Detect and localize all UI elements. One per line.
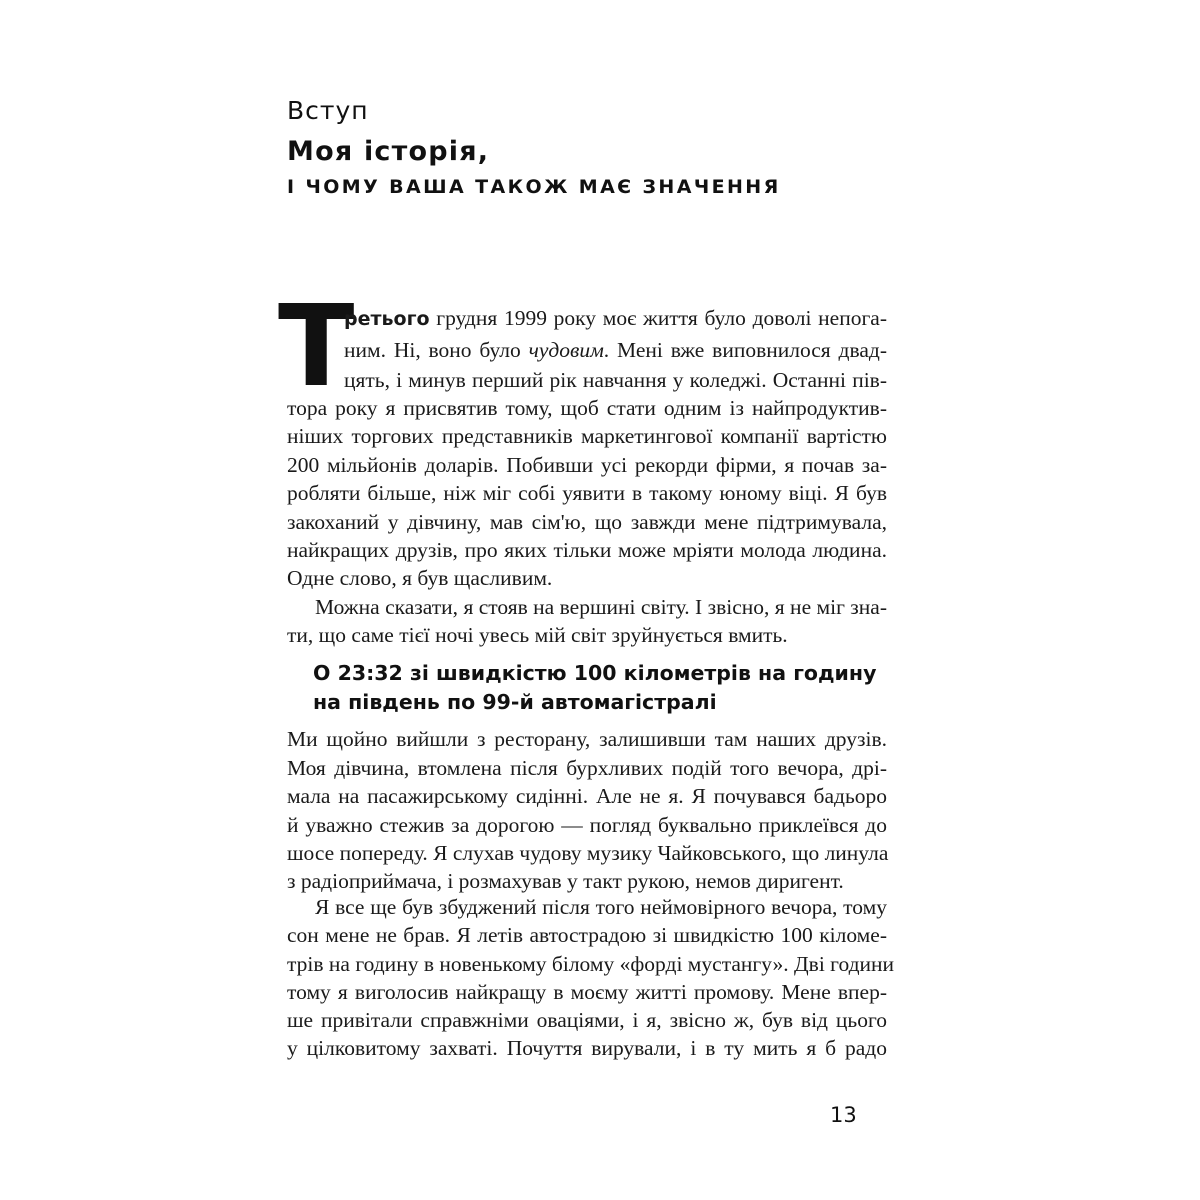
page-number: 13 xyxy=(830,1103,857,1127)
body-line: ніших торгових представників маркетингової компанії вартістю xyxy=(287,424,887,448)
body-line: тора року я присвятив тому, щоб стати одним із найпродуктив- xyxy=(287,396,887,420)
body-line: й уважно стежив за дорогою — погляд буквально приклеївся до xyxy=(287,813,887,837)
body-line: цять, і минув перший рік навчання у коледжі. Останні пів- xyxy=(344,368,887,392)
body-line: найкращих друзів, про яких тільки може мріяти молода людина. xyxy=(287,538,887,562)
body-line: шосе попереду. Я слухав чудову музику Чайковського, що линула xyxy=(287,841,889,865)
chapter-label: Вступ xyxy=(287,96,369,125)
body-line xyxy=(344,304,887,333)
body-line xyxy=(344,336,887,364)
section-subheading-line-2: на південь по 99-й автомагістралі xyxy=(313,690,717,714)
body-line: Ми щойно вийшли з ресторану, залишивши там наших друзів. xyxy=(287,727,887,751)
drop-cap: Т xyxy=(278,282,355,412)
body-line: Можна сказати, я стояв на вершині світу. І звісно, я не міг зна- xyxy=(315,595,887,619)
body-line: робляти більше, ніж міг собі уявити в такому юному віці. Я був xyxy=(287,481,887,505)
body-line: 200 мільйонів доларів. Побивши усі рекорди фірми, я почав за- xyxy=(287,453,887,477)
body-line: у цілковитому захваті. Почуття вирували, і в ту мить я б радо xyxy=(287,1036,887,1060)
body-line: сон мене не брав. Я летів автострадою зі швидкістю 100 кіломе- xyxy=(287,923,887,947)
chapter-title-line-2: І ЧОМУ ВАША ТАКОЖ МАЄ ЗНАЧЕННЯ xyxy=(287,176,781,198)
body-line: трів на годину в новенькому білому «форді мустангу». Дві години xyxy=(287,952,895,976)
body-line: з радіоприймача, і розмахував у такт рукою, немов диригент. xyxy=(287,869,844,893)
body-line: закоханий у дівчину, мав сім'ю, що завжди мене підтримувала, xyxy=(287,510,887,534)
section-subheading-line-1: О 23:32 зі швидкістю 100 кілометрів на годину xyxy=(313,661,877,685)
line-text: ним. Ні, воно було xyxy=(344,338,529,362)
body-line: Я все ще був збуджений після того неймовірного вечора, тому xyxy=(315,895,887,919)
lead-word: ретього xyxy=(344,308,430,330)
line-text: грудня 1999 року моє життя було доволі непога- xyxy=(429,306,887,330)
body-line: Одне слово, я був щасливим. xyxy=(287,566,553,590)
body-line: мала на пасажирському сидінні. Але не я. Я почувався бадьоро xyxy=(287,784,887,808)
body-line: ше привітали справжніми оваціями, і я, звісно ж, був від цього xyxy=(287,1008,887,1032)
chapter-title-line-1: Моя історія, xyxy=(287,136,490,167)
body-line: Моя дівчина, втомлена після бурхливих подій того вечора, дрі- xyxy=(287,756,887,780)
emphasis-word: чудовим xyxy=(528,338,604,362)
body-line: ти, що саме тієї ночі увесь мій світ зруйнується вмить. xyxy=(287,623,788,647)
line-text: . Мені вже виповнилося двад- xyxy=(603,338,887,362)
body-line: тому я виголосив найкращу в моєму житті промову. Мене впер- xyxy=(287,980,887,1004)
